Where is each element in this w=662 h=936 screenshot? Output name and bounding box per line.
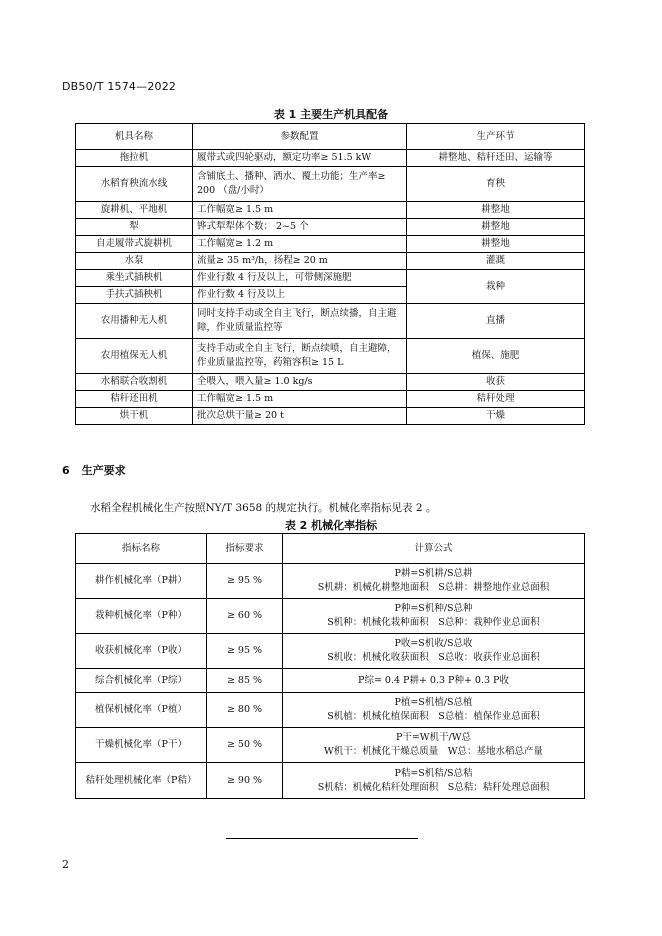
table-row [76, 693, 585, 728]
equipment-stage: 植保、施肥 [407, 339, 585, 374]
table1-header-stage: 生产环节 [407, 124, 585, 150]
formula-note: S机种：机械化栽种面积 S总种：栽种作业总面积 [327, 617, 540, 628]
formula: P耕=S机耕/S总耕 [394, 568, 473, 579]
formula-cell [283, 634, 585, 669]
formula-note: S机植：机械化植保面积 S总植：植保作业总面积 [327, 711, 540, 722]
table-row [76, 202, 585, 219]
equipment-name: 拖拉机 [76, 150, 193, 167]
equipment-stage: 耕整地 [407, 219, 585, 236]
indicator-requirement: ≥ 95 % [207, 634, 283, 669]
indicator-requirement: ≥ 95 % [207, 564, 283, 599]
formula-cell [283, 669, 585, 693]
equipment-name: 乘坐式插秧机 [76, 270, 193, 287]
equipment-param: 同时支持手动或全自主飞行，断点续播，自主避障，作业质量监控等 [193, 304, 407, 339]
table-row [76, 219, 585, 236]
equipment-stage: 耕整地 [407, 236, 585, 253]
indicator-requirement: ≥ 80 % [207, 693, 283, 728]
equipment-name: 手扶式插秧机 [76, 287, 193, 304]
formula-note: S机耕：机械化耕整地面积 S总耕：耕整地作业总面积 [317, 582, 550, 593]
section-number: 6 [62, 464, 70, 477]
document-id: DB50/T 1574—2022 [62, 80, 177, 93]
equipment-name: 自走履带式旋耕机 [76, 236, 193, 253]
equipment-name: 旋耕机、平地机 [76, 202, 193, 219]
formula-cell [283, 763, 585, 799]
table2-caption: 表 2 机械化率指标 [284, 519, 378, 532]
equipment-param: 流量≥ 35 m³/h，扬程≥ 20 m [193, 253, 407, 270]
equipment-stage: 耕整地 [407, 202, 585, 219]
formula: P种=S机种/S总种 [394, 603, 473, 614]
page-number: 2 [62, 858, 69, 871]
section-title: 生产要求 [81, 464, 126, 477]
formula: P干=W机干/W总 [395, 732, 472, 743]
equipment-param: 铧式犁犁体个数： 2~5 个 [193, 219, 407, 236]
mechanization-rate-table [75, 533, 585, 799]
table-row [76, 150, 585, 167]
equipment-param: 作业行数 4 行及以上 [193, 287, 407, 304]
table-row [76, 270, 585, 287]
equipment-param: 含铺底土、播种、洒水、覆土功能；生产率≥ 200 （盘/小时） [193, 167, 407, 202]
table-row [76, 728, 585, 763]
table-row [76, 599, 585, 634]
indicator-requirement: ≥ 50 % [207, 728, 283, 763]
table1-header-name: 机具名称 [76, 124, 193, 150]
equipment-param: 工作幅宽≥ 1.5 m [193, 202, 407, 219]
section-6-paragraph: 水稻全程机械化生产按照NY/T 3658 的规定执行。机械化率指标见表 2 。 [90, 502, 437, 514]
equipment-name: 犁 [76, 219, 193, 236]
equipment-name: 烘干机 [76, 408, 193, 425]
table-row [76, 304, 585, 339]
equipment-name: 水稻育秧流水线 [76, 167, 193, 202]
indicator-name: 栽种机械化率（P种） [76, 599, 207, 634]
indicator-requirement: ≥ 60 % [207, 599, 283, 634]
equipment-stage: 灌溉 [407, 253, 585, 270]
formula-cell [283, 599, 585, 634]
indicator-requirement: ≥ 85 % [207, 669, 283, 693]
table-row [76, 408, 585, 425]
equipment-stage: 收获 [407, 374, 585, 391]
indicator-name: 综合机械化率（P综） [76, 669, 207, 693]
equipment-stage: 栽种 [407, 270, 585, 304]
formula-note: S机收：机械化收获面积 S总收：收获作业总面积 [327, 652, 540, 663]
equipment-param: 工作幅宽≥ 1.2 m [193, 236, 407, 253]
table2-header-formula: 计算公式 [283, 534, 585, 564]
equipment-param: 履带式或四轮驱动，额定功率≥ 51.5 kW [193, 150, 407, 167]
equipment-name: 水泵 [76, 253, 193, 270]
equipment-name: 水稻联合收割机 [76, 374, 193, 391]
table-row [76, 564, 585, 599]
table-row [76, 236, 585, 253]
table-row [76, 339, 585, 374]
table-row [76, 253, 585, 270]
footer-divider [226, 838, 418, 839]
indicator-requirement: ≥ 90 % [207, 763, 283, 799]
equipment-table [75, 123, 585, 425]
table-row [76, 167, 585, 202]
equipment-stage: 耕整地、秸秆还田、运输等 [407, 150, 585, 167]
section-6-heading [62, 462, 126, 478]
table-row [76, 763, 585, 799]
formula: P综= 0.4 P耕+ 0.3 P种+ 0.3 P收 [358, 674, 509, 686]
equipment-name: 秸秆还田机 [76, 391, 193, 408]
formula-cell [283, 693, 585, 728]
equipment-name: 农用植保无人机 [76, 339, 193, 374]
equipment-param: 支持手动或全自主飞行，断点续喷，自主避障，作业质量监控等，药箱容积≥ 15 L [193, 339, 407, 374]
indicator-name: 耕作机械化率（P耕） [76, 564, 207, 599]
formula-note: W机干：机械化干燥总质量 W总：基地水稻总产量 [323, 746, 544, 757]
equipment-stage: 干燥 [407, 408, 585, 425]
table-row [76, 391, 585, 408]
table2-header-req: 指标要求 [207, 534, 283, 564]
equipment-stage: 直播 [407, 304, 585, 339]
equipment-stage: 秸秆处理 [407, 391, 585, 408]
equipment-stage: 育秧 [407, 167, 585, 202]
formula: P收=S机收/S总收 [394, 638, 473, 649]
equipment-param: 批次总烘干量≥ 20 t [193, 408, 407, 425]
indicator-name: 植保机械化率（P植） [76, 693, 207, 728]
formula-cell [283, 564, 585, 599]
table1-caption: 表 1 主要生产机具配备 [273, 108, 389, 121]
equipment-param: 作业行数 4 行及以上，可带侧深施肥 [193, 270, 407, 287]
formula-note: S机秸：机械化秸秆处理面积 S总秸：秸秆处理总面积 [317, 781, 550, 793]
formula: P植=S机植/S总植 [394, 697, 473, 708]
indicator-name: 干燥机械化率（P干） [76, 728, 207, 763]
formula: P秸=S机秸/S总秸 [394, 767, 473, 779]
table-row [76, 669, 585, 693]
formula-cell [283, 728, 585, 763]
indicator-name: 收获机械化率（P收） [76, 634, 207, 669]
table-row [76, 634, 585, 669]
equipment-param: 工作幅宽≥ 1.5 m [193, 391, 407, 408]
equipment-name: 农用播种无人机 [76, 304, 193, 339]
table2-header-name: 指标名称 [76, 534, 207, 564]
equipment-param: 全喂入，喂入量≥ 1.0 kg/s [193, 374, 407, 391]
table1-header-param: 参数配置 [193, 124, 407, 150]
table-row [76, 374, 585, 391]
indicator-name: 秸秆处理机械化率（P秸） [76, 763, 207, 799]
